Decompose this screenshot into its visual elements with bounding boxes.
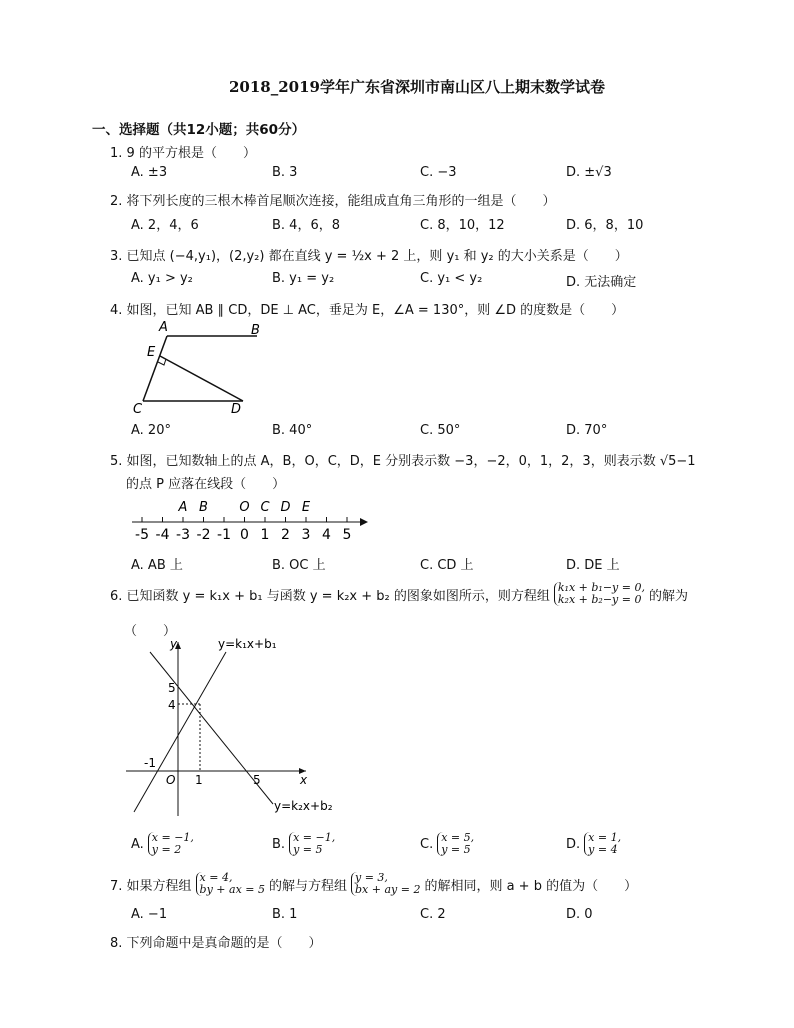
q6-tick-5y: 5 bbox=[168, 681, 176, 695]
number-line-point-label: E bbox=[301, 500, 311, 515]
q1-option-d: D. ±√3 bbox=[566, 165, 612, 180]
number-line-point-label: B bbox=[199, 500, 208, 515]
q4-label-d: D bbox=[231, 402, 242, 416]
q3-option-a: A. y₁ > y₂ bbox=[131, 271, 193, 286]
q6-origin-label: O bbox=[166, 773, 176, 787]
q6-a-eq1: x = −1, bbox=[151, 831, 194, 844]
question-6 bbox=[110, 582, 688, 606]
q2-option-c: C. 8，10，12 bbox=[420, 218, 505, 233]
question-5-line2: 的点 P 应落在线段（ ） bbox=[126, 477, 286, 492]
q6-x-axis-label: x bbox=[300, 773, 308, 787]
q7-option-c: C. 2 bbox=[420, 907, 446, 922]
q6-option-c-system bbox=[437, 832, 474, 856]
q6-tick-neg1: -1 bbox=[144, 756, 156, 770]
number-line-arrow bbox=[360, 518, 368, 526]
q1-option-c: C. −3 bbox=[420, 165, 457, 180]
q7-option-a: A. −1 bbox=[131, 907, 168, 922]
number-line-tick-label: 0 bbox=[240, 527, 249, 543]
q3-option-c: C. y₁ < y₂ bbox=[420, 271, 483, 286]
q7-s1-eq1: x = 4, bbox=[199, 871, 233, 884]
q6-option-d-letter: D. bbox=[566, 836, 581, 852]
q6-option-a-letter: A. bbox=[131, 836, 144, 852]
question-1: 1. 9 的平方根是（ ） bbox=[110, 146, 256, 161]
q6-system-eq2: k₂x + b₂−y = 0 bbox=[557, 593, 642, 606]
q5-option-b: B. OC 上 bbox=[272, 558, 326, 573]
question-2: 2. 将下列长度的三根木棒首尾顺次连接，能组成直角三角形的一组是（ ） bbox=[110, 194, 556, 209]
q7-s1-eq2: by + ax = 5 bbox=[199, 883, 265, 896]
q6-c-eq1: x = 5, bbox=[441, 831, 475, 844]
q6-y-axis-label: y bbox=[170, 637, 178, 651]
q6-line2-label: y=k₂x+b₂ bbox=[274, 799, 333, 813]
question-8: 8. 下列命题中是真命题的是（ ） bbox=[110, 936, 322, 951]
q6-system bbox=[554, 582, 645, 606]
q6-tick-5x: 5 bbox=[253, 773, 261, 787]
question-3: 3. 已知点 (−4,y₁)，(2,y₂) 都在直线 y = ½x + 2 上，则 y₁ 和 y₂ 的大小关系是（ ） bbox=[110, 249, 628, 264]
q1-option-a: A. ±3 bbox=[131, 165, 168, 180]
q4-label-e: E bbox=[147, 345, 156, 360]
q6-tick-1x: 1 bbox=[195, 773, 203, 787]
q6-graph bbox=[118, 634, 348, 824]
number-line-tick-label: -4 bbox=[155, 527, 170, 543]
q6-option-a-system bbox=[148, 832, 194, 856]
number-line-point-label: C bbox=[260, 500, 270, 515]
q4-option-a: A. 20° bbox=[131, 423, 171, 438]
number-line-tick-label: -5 bbox=[135, 527, 149, 543]
q6-option-c bbox=[420, 832, 474, 856]
q7-option-b: B. 1 bbox=[272, 907, 298, 922]
question-4: 4. 如图，已知 AB ∥ CD，DE ⊥ AC，垂足为 E，∠A = 130°，则 ∠D 的度数是（ ） bbox=[110, 303, 625, 318]
q1-option-b: B. 3 bbox=[272, 165, 298, 180]
q2-option-a: A. 2，4，6 bbox=[131, 218, 199, 233]
q6-b-eq1: x = −1, bbox=[293, 831, 336, 844]
q4-figure bbox=[125, 316, 265, 416]
q7-s2-eq2: bx + ay = 2 bbox=[355, 883, 421, 896]
q6-tick-4y: 4 bbox=[168, 698, 176, 712]
number-line-tick-label: 2 bbox=[281, 527, 290, 543]
q6-tail: 的解为 bbox=[648, 588, 688, 604]
number-line-tick-label: 3 bbox=[301, 527, 311, 543]
q4-option-b: B. 40° bbox=[272, 423, 313, 438]
q2-option-b: B. 4，6，8 bbox=[272, 218, 340, 233]
q6-option-a bbox=[131, 832, 194, 856]
number-line-tick-label: -3 bbox=[176, 527, 190, 543]
q4-label-c: C bbox=[133, 402, 143, 416]
number-line-tick-label: -2 bbox=[196, 527, 211, 543]
q6-c-eq2: y = 5 bbox=[441, 843, 471, 856]
q6-option-b-letter: B. bbox=[272, 836, 286, 852]
q5-option-c: C. CD 上 bbox=[420, 558, 474, 573]
number-line-point-label: A bbox=[178, 500, 188, 515]
q6-option-d bbox=[566, 832, 621, 856]
q4-label-b: B bbox=[251, 323, 260, 338]
q6-b-eq2: y = 5 bbox=[293, 843, 323, 856]
q3-option-d: D. 无法确定 bbox=[566, 275, 637, 290]
q6-option-b bbox=[272, 832, 335, 856]
question-7 bbox=[110, 872, 637, 896]
number-line-point-label: D bbox=[280, 500, 291, 515]
number-line-tick-label: 1 bbox=[260, 527, 270, 543]
q3-option-b: B. y₁ = y₂ bbox=[272, 271, 335, 286]
q7-option-d: D. 0 bbox=[566, 907, 593, 922]
question-5: 5. 如图，已知数轴上的点 A，B，O，C，D，E 分别表示数 −3，−2，0，1，2，3，则表示数 √5−1 bbox=[110, 454, 696, 469]
number-line-tick-label: -1 bbox=[217, 527, 231, 543]
q2-option-d: D. 6，8，10 bbox=[566, 218, 644, 233]
q7-mid: 的解与方程组 bbox=[268, 878, 347, 894]
number-line-tick-label: 4 bbox=[322, 527, 331, 543]
q6-a-eq2: y = 2 bbox=[151, 843, 182, 856]
number-line-tick-label: 5 bbox=[342, 527, 352, 543]
q6-d-eq2: y = 4 bbox=[588, 843, 618, 856]
q7-system-1 bbox=[196, 872, 265, 896]
q5-number-line bbox=[128, 494, 378, 546]
page-title: 2018_2019学年广东省深圳市南山区八上期末数学试卷 bbox=[229, 78, 605, 96]
q4-label-a: A bbox=[159, 320, 168, 335]
q4-option-d: D. 70° bbox=[566, 423, 608, 438]
section-heading: 一、选择题（共12小题；共60分） bbox=[92, 122, 306, 138]
q7-tail: 的解相同，则 a + b 的值为（ ） bbox=[424, 878, 638, 894]
q6-paren: （ ） bbox=[124, 624, 177, 639]
q7-pre: 7. 如果方程组 bbox=[110, 878, 192, 894]
q5-option-d: D. DE 上 bbox=[566, 558, 620, 573]
q6-system-eq1: k₁x + b₁−y = 0, bbox=[557, 581, 645, 594]
q6-line1-label: y=k₁x+b₁ bbox=[218, 637, 277, 651]
q5-option-a: A. AB 上 bbox=[131, 558, 183, 573]
q6-option-b-system bbox=[289, 832, 335, 856]
q7-s2-eq1: y = 3, bbox=[355, 871, 388, 884]
q6-d-eq1: x = 1, bbox=[588, 831, 622, 844]
q4-option-c: C. 50° bbox=[420, 423, 461, 438]
q6-text: 6. 已知函数 y = k₁x + b₁ 与函数 y = k₂x + b₂ 的图象如图所示，则方程组 bbox=[110, 588, 550, 604]
number-line-point-label: O bbox=[239, 500, 250, 515]
q6-option-c-letter: C. bbox=[420, 836, 434, 852]
q6-option-d-system bbox=[584, 832, 621, 856]
q7-system-2 bbox=[351, 872, 420, 896]
